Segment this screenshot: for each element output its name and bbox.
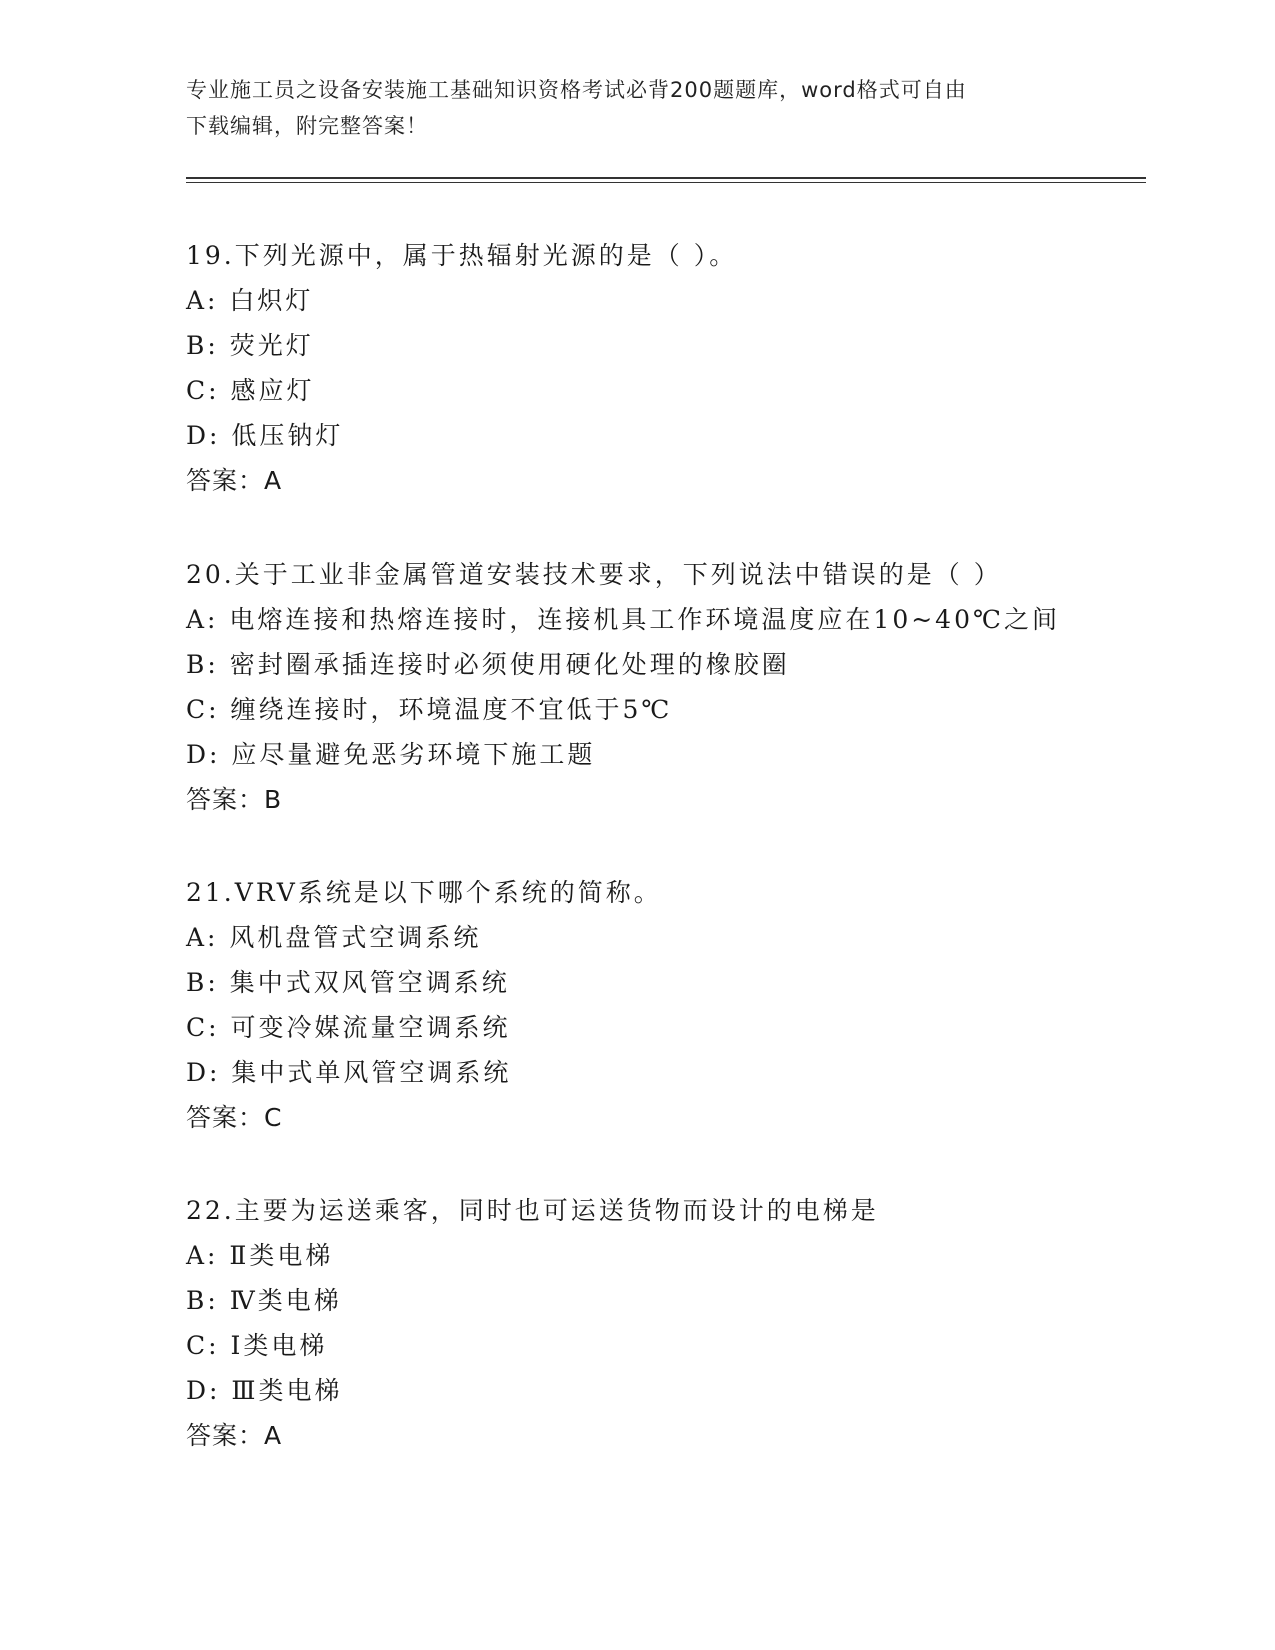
question-stem: 19.下列光源中，属于热辐射光源的是（ ）。: [186, 241, 738, 270]
question-stem: 21.VRV系统是以下哪个系统的简称。: [186, 878, 662, 907]
question-stem: 20.关于工业非金属管道安装技术要求，下列说法中错误的是（ ）: [186, 560, 1002, 589]
question-22: [186, 1188, 1146, 1458]
header-divider: [186, 177, 1146, 183]
answer: 答案：A: [186, 466, 283, 495]
question-stem: 22.主要为运送乘客，同时也可运送货物而设计的电梯是: [186, 1196, 879, 1225]
option-c: C: Ⅰ类电梯: [186, 1331, 328, 1360]
header-line-2: 下载编辑，附完整答案！: [186, 114, 428, 138]
question-20: [186, 552, 1146, 822]
option-d: D: 应尽量避免恶劣环境下施工题: [186, 740, 596, 769]
option-a: A: 电熔连接和热熔连接时，连接机具工作环境温度应在10~40℃之间: [186, 605, 1060, 634]
question-21: [186, 870, 1146, 1140]
document-header: [186, 72, 1066, 144]
option-a: A: 风机盘管式空调系统: [186, 923, 482, 952]
option-c: C: 缠绕连接时，环境温度不宜低于5℃: [186, 695, 673, 724]
option-b: B: 集中式双风管空调系统: [186, 968, 510, 997]
option-d: D: 集中式单风管空调系统: [186, 1058, 512, 1087]
answer: 答案：C: [186, 1103, 283, 1132]
option-a: A: 白炽灯: [186, 286, 314, 315]
option-a: A: Ⅱ类电梯: [186, 1241, 334, 1270]
header-line-1: 专业施工员之设备安装施工基础知识资格考试必背200题题库，word格式可自由: [186, 78, 967, 102]
option-b: B: 密封圈承插连接时必须使用硬化处理的橡胶圈: [186, 650, 790, 679]
option-d: D: Ⅲ类电梯: [186, 1376, 343, 1405]
answer: 答案：A: [186, 1421, 283, 1450]
answer: 答案：B: [186, 785, 283, 814]
option-c: C: 感应灯: [186, 376, 315, 405]
option-d: D: 低压钠灯: [186, 421, 344, 450]
option-b: B: 荧光灯: [186, 331, 314, 360]
option-c: C: 可变冷媒流量空调系统: [186, 1013, 511, 1042]
question-19: [186, 233, 1146, 503]
option-b: B: Ⅳ类电梯: [186, 1286, 342, 1315]
